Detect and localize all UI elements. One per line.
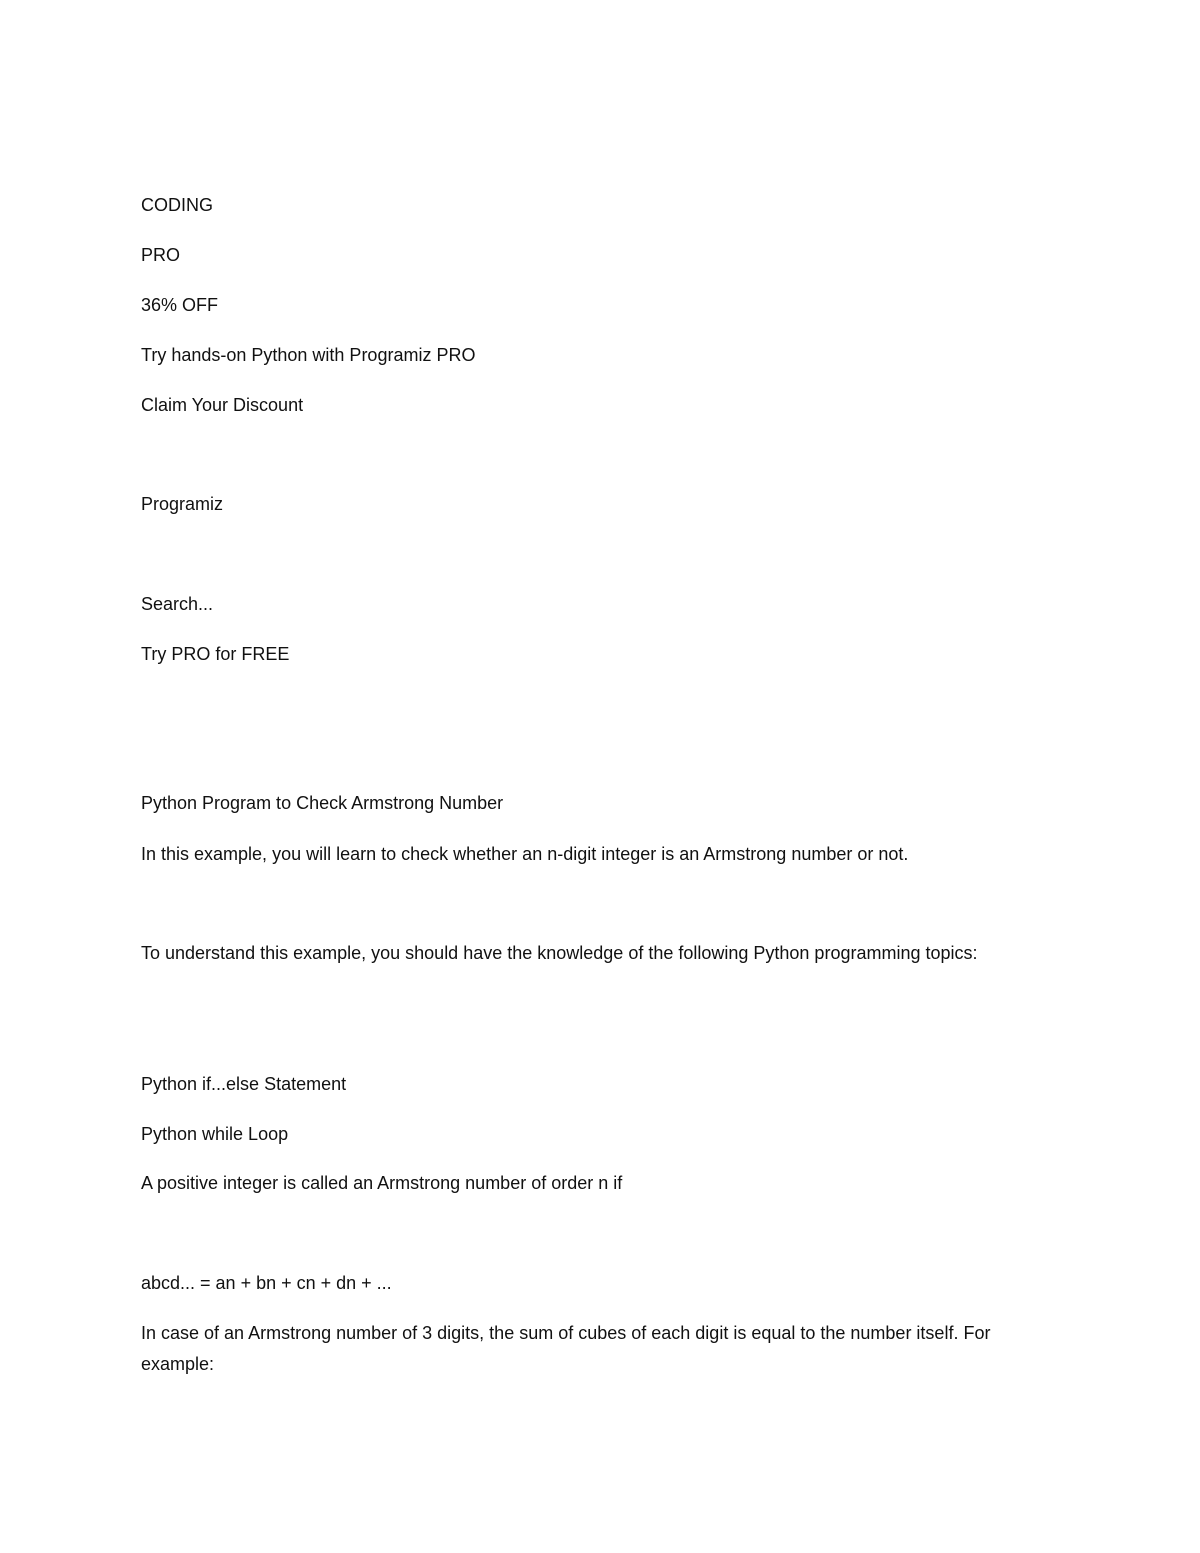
site-name: Programiz	[141, 494, 224, 514]
article-intro: In this example, you will learn to check whether an n-digit integer is an Armstrong number or not.	[141, 844, 909, 864]
example-description: In case of an Armstrong number of 3 digits, the sum of cubes of each digit is equal to the number itself. For example:	[141, 1323, 991, 1374]
definition-text: A positive integer is called an Armstrong number of order n if	[141, 1173, 623, 1193]
try-pro-link[interactable]: Try PRO for FREE	[141, 644, 290, 664]
topic-link-while-loop[interactable]: Python while Loop	[141, 1124, 289, 1144]
topic-link-if-else[interactable]: Python if...else Statement	[141, 1074, 347, 1094]
search-placeholder-text[interactable]: Search...	[141, 594, 214, 614]
formula-text: abcd... = an + bn + cn + dn + ...	[141, 1273, 392, 1293]
claim-discount-link[interactable]: Claim Your Discount	[141, 395, 304, 415]
prerequisite-intro: To understand this example, you should have the knowledge of the following Python programming topics:	[141, 943, 978, 963]
coding-label: CODING	[141, 195, 213, 215]
pro-label: PRO	[141, 245, 181, 265]
discount-label: 36% OFF	[141, 295, 219, 315]
article-title: Python Program to Check Armstrong Number	[141, 793, 504, 813]
promo-text: Try hands-on Python with Programiz PRO	[141, 345, 476, 365]
